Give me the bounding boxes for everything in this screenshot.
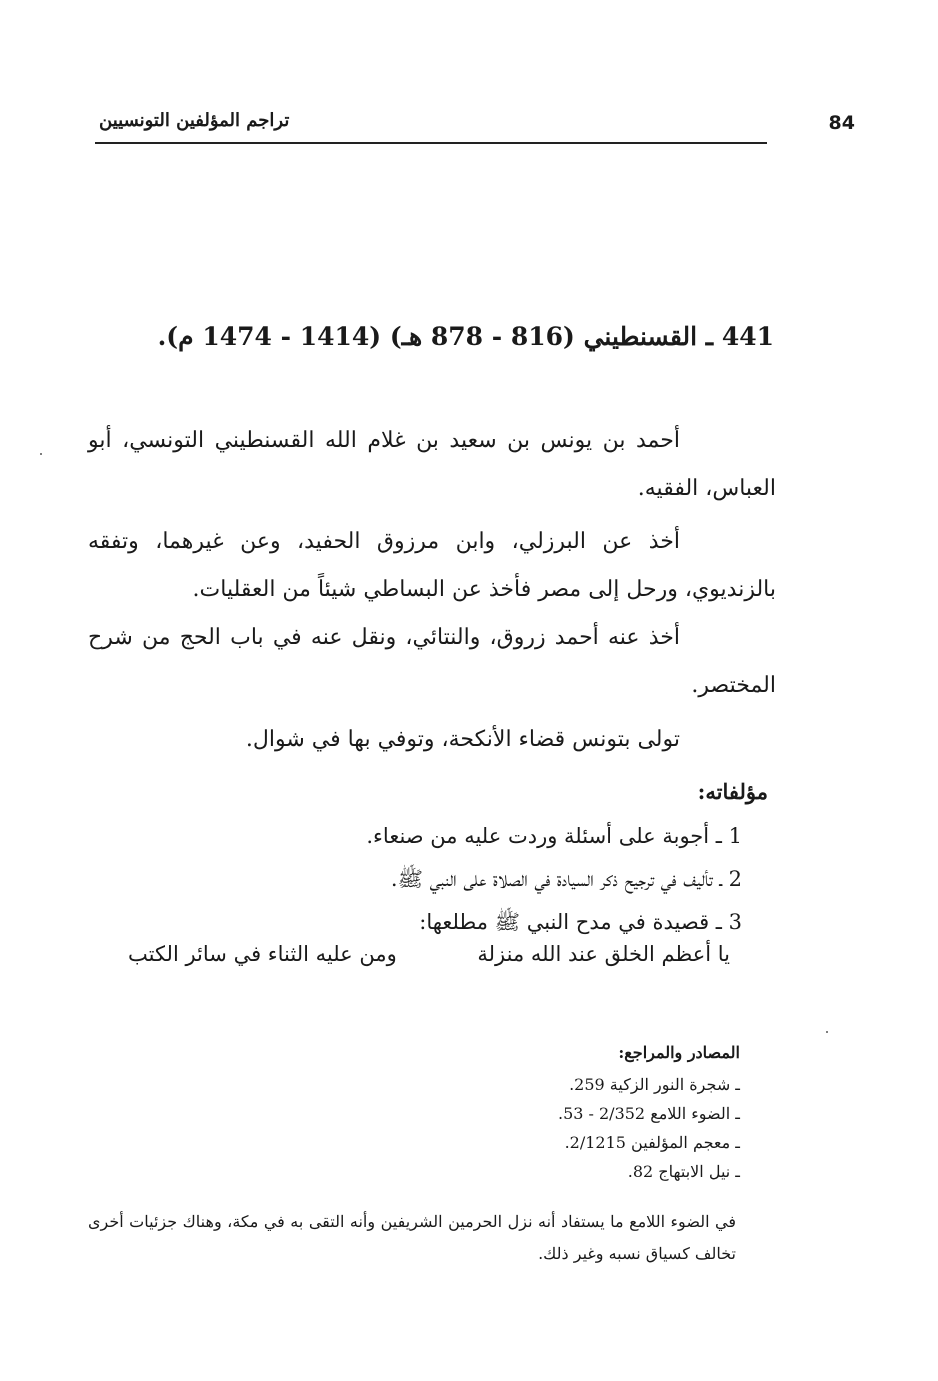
entry-paragraph-career: تولى بتونس قضاء الأنكحة، وتوفي بها في شوال. — [245, 727, 680, 752]
sources-heading: المصادر والمراجع: — [618, 1043, 740, 1062]
book-title: تراجم المؤلفين التونسيين — [99, 110, 290, 131]
works-item: 1 ـ أجوبة على أسئلة وردت عليه من صنعاء. — [366, 824, 742, 848]
poem-verse — [120, 942, 730, 986]
works-item: 2 ـ تأليف في ترجيح ذكر السيادة في الصلاة على النبي ﷺ. — [390, 867, 742, 891]
sources-list — [240, 1070, 740, 1186]
scan-speck — [40, 453, 42, 455]
running-header — [95, 108, 855, 144]
works-heading: مؤلفاته: — [697, 779, 768, 804]
verse-first-hemistich: يا أعظم الخلق عند الله منزلة — [477, 942, 730, 966]
source-item: ـ الضوء اللامع 2/352 - 53. — [557, 1104, 740, 1123]
source-item: ـ معجم المؤلفين 2/1215. — [564, 1133, 740, 1152]
entry-paragraph-name: أحمد بن يونس بن سعيد بن غلام الله القسنطيني التونسي، أبو العباس، الفقيه. — [88, 428, 776, 501]
entry-paragraph-teachers: أخذ عن البرزلي، وابن مرزوق الحفيد، وعن غيرهما، وتفقه بالزنديوي، ورحل إلى مصر فأخذ عن البساطي شيئاً من العقليات. — [88, 529, 776, 602]
page-number: 84 — [828, 112, 855, 134]
source-item: ـ شجرة النور الزكية 259. — [569, 1075, 740, 1094]
works-list — [182, 815, 742, 944]
sources-note: في الضوء اللامع ما يستفاد أنه نزل الحرمين الشريفين وأنه التقى به في مكة، وهناك جزئيات أخرى تخالف كسياق نسبه وغير ذلك. — [88, 1212, 736, 1263]
source-item: ـ نيل الابتهاج 82. — [627, 1162, 740, 1181]
verse-second-hemistich: ومن عليه الثناء في سائر الكتب — [128, 942, 397, 966]
works-item: 3 ـ قصيدة في مدح النبي ﷺ مطلعها: — [419, 910, 742, 934]
scan-speck — [826, 1031, 828, 1033]
entry-paragraph-students: أخذ عنه أحمد زروق، والنتائي، ونقل عنه في باب الحج من شرح المختصر. — [88, 625, 776, 698]
entry-title: 441 ـ القسنطيني (816 - 878 هـ) (1414 - 1474 م). — [157, 322, 774, 351]
